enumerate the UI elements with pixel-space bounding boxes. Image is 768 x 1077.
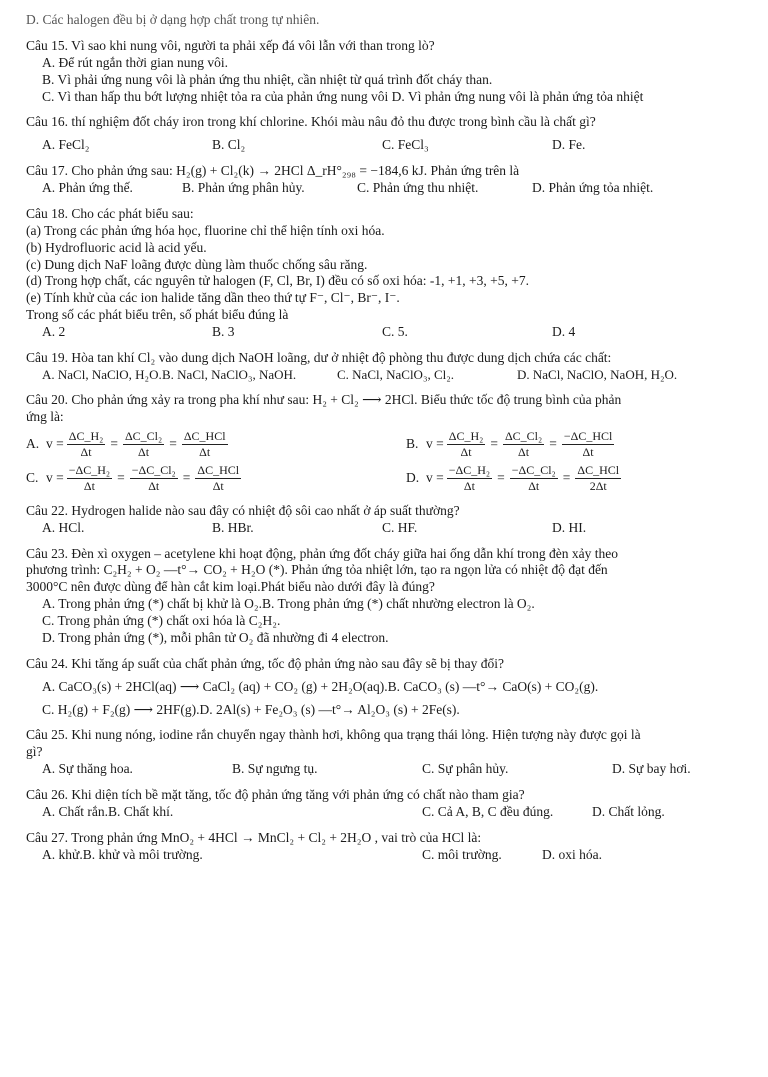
v-symbol: v =	[46, 470, 64, 486]
option-d: D. v = $\frac{\text{−ΔC\_H₂}}{\Delta t}$ = $\frac{\text{−ΔC\_Cl₂}}{\Delta t}$ = $\frac{\text{ΔC\_HCl}}{2\Delta t}$	[406, 463, 620, 494]
question-text: Câu 23. Đèn xì oxygen – acetylene khi hoạt động, phản ứng đốt cháy giữa hai ống dẫn khí trong đèn xảy theo	[26, 545, 618, 561]
rate-row-cd	[26, 464, 754, 494]
fraction: $\frac{\text{ΔC\_Cl₂}}{\Delta t}$	[504, 429, 543, 460]
question-text: Câu 20. Cho phản ứng xảy ra trong pha khí như sau: H₂ + Cl₂ ⟶ 2HCl. Biểu thức tốc độ trung bình của phản	[26, 392, 622, 407]
option-a: A. HCl.	[42, 519, 85, 535]
statement-e: (e) Tính khử của các ion halide tăng dần theo thứ tự F⁻, Cl⁻, Br⁻, I⁻.	[26, 290, 400, 306]
statement-b: (b) Hydrofluoric acid là acid yếu.	[26, 239, 207, 255]
option-c: C. NaCl, NaClO₃, Cl₂.	[337, 366, 455, 382]
question-text: Câu 25. Khi nung nóng, iodine rắn chuyển ngay thành hơi, không qua trạng thái lỏng. Hiện tượng này được gọi là	[26, 727, 641, 743]
options-row	[26, 804, 754, 821]
question-text: Câu 17. Cho phản ứng sau: H₂(g) + Cl₂(k) → 2HCl Δ_rH°₂₉₈ = −184,6 kJ. Phản ứng trên là	[26, 163, 520, 179]
question-text: Câu 19. Hòa tan khí Cl₂ vào dung dịch NaOH loãng, dư ở nhiệt độ phòng thu được dung dịch chứa các chất:	[26, 349, 612, 365]
option-d: D. Sự bay hơi.	[612, 761, 691, 777]
option-d: D. HI.	[552, 519, 587, 535]
question-23	[26, 546, 754, 647]
question-text-cont: gì?	[26, 744, 43, 760]
fraction: $\frac{\text{−ΔC\_Cl₂}}{\Delta t}$	[131, 463, 176, 494]
v-symbol: v =	[46, 436, 64, 452]
question-22	[26, 503, 754, 537]
fraction: $\frac{\text{ΔC\_Cl₂}}{\Delta t}$	[124, 429, 163, 460]
v-symbol: v =	[426, 470, 444, 486]
option-c: C. Phản ứng thu nhiệt.	[357, 180, 479, 195]
fraction: $\frac{\text{ΔC\_HCl}}{\Delta t}$	[197, 463, 240, 494]
option-ab: A. Chất rắn.B. Chất khí.	[42, 803, 174, 819]
option-b: B. HBr.	[212, 519, 254, 535]
option-c: C. môi trường.	[422, 846, 502, 862]
question-text-cont: phương trình: C₂H₂ + O₂ —t°→ CO₂ + H₂O (*). Phản ứng tỏa nhiệt lớn, tạo ra ngọn lửa có nhiệt độ đạt đến	[26, 562, 608, 578]
option-c: C. Sự phân hủy.	[422, 761, 509, 777]
fraction: $\frac{\text{ΔC\_HCl}}{2\Delta t}$	[577, 463, 620, 494]
question-24	[26, 656, 754, 719]
options-row	[26, 137, 754, 154]
options-row	[26, 761, 754, 778]
option-d: D. Fe.	[552, 137, 586, 153]
option: C. H₂(g) + F₂(g) ⟶ 2HF(g).D. 2Al(s) + Fe₂O₃ (s) —t°→ Al₂O₃ (s) + 2Fe(s).	[42, 701, 460, 717]
option-b: B. Phản ứng phân hủy.	[182, 180, 305, 195]
question-16	[26, 114, 754, 154]
fraction: $\frac{\text{−ΔC\_Cl₂}}{\Delta t}$	[511, 463, 556, 494]
option-b: B. NaCl, NaClO₃, NaOH.	[162, 366, 297, 382]
option-label: D.	[406, 470, 420, 486]
question-27	[26, 830, 754, 864]
question-19	[26, 350, 754, 383]
option-d: D. NaCl, NaClO, NaOH, H₂O.	[517, 366, 678, 382]
option-c: C. 5.	[382, 324, 408, 339]
question-18	[26, 206, 754, 341]
question-text-cont: ứng là:	[26, 408, 64, 424]
question-text: Câu 15. Vì sao khi nung vôi, người ta phải xếp đá vôi lẫn với than trong lò?	[26, 37, 435, 53]
statement-prompt: Trong số các phát biểu trên, số phát biểu đúng là	[26, 307, 289, 323]
options-row	[26, 847, 754, 864]
option-d: D. oxi hóa.	[542, 846, 602, 862]
question-text-cont: 3000°C nên được dùng để hàn cắt kim loại.Phát biểu nào dưới đây là đúng?	[26, 579, 435, 595]
option-b: B. Sự ngưng tụ.	[232, 761, 318, 777]
option-c: C. v = $\frac{\text{−ΔC\_H₂}}{\Delta t}$ = $\frac{\text{−ΔC\_Cl₂}}{\Delta t}$ = $\frac{\text{ΔC\_HCl}}{\Delta t}$	[26, 463, 240, 494]
option: B. Vì phải ứng nung vôi là phản ứng thu nhiệt, cần nhiệt từ quá trình đốt cháy than.	[42, 71, 493, 87]
option-c: C. FeCl₃	[382, 137, 429, 153]
option-label: B.	[406, 436, 419, 452]
option-a: A. v = $\frac{\text{ΔC\_H₂}}{\Delta t}$ = $\frac{\text{ΔC\_Cl₂}}{\Delta t}$ = $\frac{\text{ΔC\_HCl}}{\Delta t}$	[26, 429, 226, 460]
fraction: $\frac{\text{ΔC\_H₂}}{\Delta t}$	[448, 429, 484, 460]
option-b: B. Cl₂	[212, 137, 246, 153]
top-fragment: D. Các halogen đều bị ở dạng hợp chất trong tự nhiên.	[26, 12, 320, 27]
option: D. Trong phản ứng (*), mỗi phân tử O₂ đã nhường đi 4 electron.	[42, 629, 389, 645]
option-ab: A. khử.B. khử và môi trường.	[42, 846, 203, 862]
question-text: Câu 22. Hydrogen halide nào sau đây có nhiệt độ sôi cao nhất ở áp suất thường?	[26, 502, 460, 518]
fraction: $\frac{\text{ΔC\_H₂}}{\Delta t}$	[68, 429, 104, 460]
question-text: Câu 24. Khi tăng áp suất của chất phản ứng, tốc độ phản ứng nào sau đây sẽ bị thay đổi?	[26, 655, 505, 671]
option-d: D. 4	[552, 324, 576, 339]
option-a: A. NaCl, NaClO, H₂O.	[42, 366, 162, 382]
statement-c: (c) Dung dịch NaF loãng được dùng làm thuốc chống sâu răng.	[26, 256, 368, 272]
fraction: $\frac{\text{−ΔC\_HCl}}{\Delta t}$	[563, 429, 613, 460]
fraction: $\frac{\text{ΔC\_HCl}}{\Delta t}$	[183, 429, 226, 460]
option-label: C.	[26, 470, 39, 486]
options-row	[26, 324, 754, 341]
option-a: A. 2	[42, 324, 66, 339]
v-symbol: v =	[426, 436, 444, 452]
option-a: A. FeCl₂	[42, 137, 90, 153]
question-text: Câu 27. Trong phản ứng MnO₂ + 4HCl → MnCl₂ + Cl₂ + 2H₂O , vai trò của HCl là:	[26, 829, 482, 845]
statement-a: (a) Trong các phản ứng hóa học, fluorine chỉ thể hiện tính oxi hóa.	[26, 222, 385, 238]
question-text: Câu 26. Khi diện tích bề mặt tăng, tốc độ phản ứng tăng với phản ứng có chất nào tham gia?	[26, 787, 525, 802]
question-25	[26, 727, 754, 778]
options-row	[26, 180, 754, 197]
question-text: Câu 18. Cho các phát biểu sau:	[26, 205, 194, 221]
option: A. Để rút ngắn thời gian nung vôi.	[42, 54, 228, 70]
question-text: Câu 16. thí nghiệm đốt cháy iron trong khí chlorine. Khói màu nâu đỏ thu được trong bình cầu là chất gì?	[26, 114, 596, 130]
question-17	[26, 163, 754, 197]
option-c: C. Cả A, B, C đều đúng.	[422, 803, 554, 819]
fraction: $\frac{\text{−ΔC\_H₂}}{\Delta t}$	[68, 463, 111, 494]
fraction: $\frac{\text{−ΔC\_H₂}}{\Delta t}$	[448, 463, 491, 494]
option: C. Trong phản ứng (*) chất oxi hóa là C₂H₂.	[42, 613, 281, 628]
option-d: D. Chất lỏng.	[592, 803, 665, 819]
option-d: D. Phản ứng tỏa nhiệt.	[532, 180, 654, 195]
rate-row-ab	[26, 430, 754, 460]
option-a: A. Phản ứng thế.	[42, 180, 133, 195]
statement-d: (d) Trong hợp chất, các nguyên tử halogen (F, Cl, Br, I) đều có số oxi hóa: -1, +1, +3, +5, +7.	[26, 273, 529, 289]
option-b: B. v = $\frac{\text{ΔC\_H₂}}{\Delta t}$ = $\frac{\text{ΔC\_Cl₂}}{\Delta t}$ = $\frac{\text{−ΔC\_HCl}}{\Delta t}$	[406, 429, 613, 460]
option: A. Trong phản ứng (*) chất bị khử là O₂.B. Trong phản ứng (*) chất nhường electron là O₂.	[42, 596, 535, 612]
option-c: C. HF.	[382, 519, 418, 535]
options-row	[26, 367, 754, 383]
option: A. CaCO₃(s) + 2HCl(aq) ⟶ CaCl₂ (aq) + CO₂ (g) + 2H₂O(aq).B. CaCO₃ (s) —t°→ CaO(s) + CO₂(g).	[42, 678, 599, 694]
option: C. Vì than hấp thu bớt lượng nhiệt tỏa ra của phản ứng nung vôi D. Vì phản ứng nung vôi là phản ứng tỏa nhiệt	[42, 88, 644, 104]
options-row	[26, 520, 754, 537]
option-label: A.	[26, 436, 40, 452]
question-20	[26, 392, 754, 494]
question-26	[26, 787, 754, 821]
cropped-header-strip	[26, 2, 754, 12]
option-b: B. 3	[212, 324, 235, 339]
option-a: A. Sự thăng hoa.	[42, 761, 133, 777]
question-15	[26, 38, 754, 106]
